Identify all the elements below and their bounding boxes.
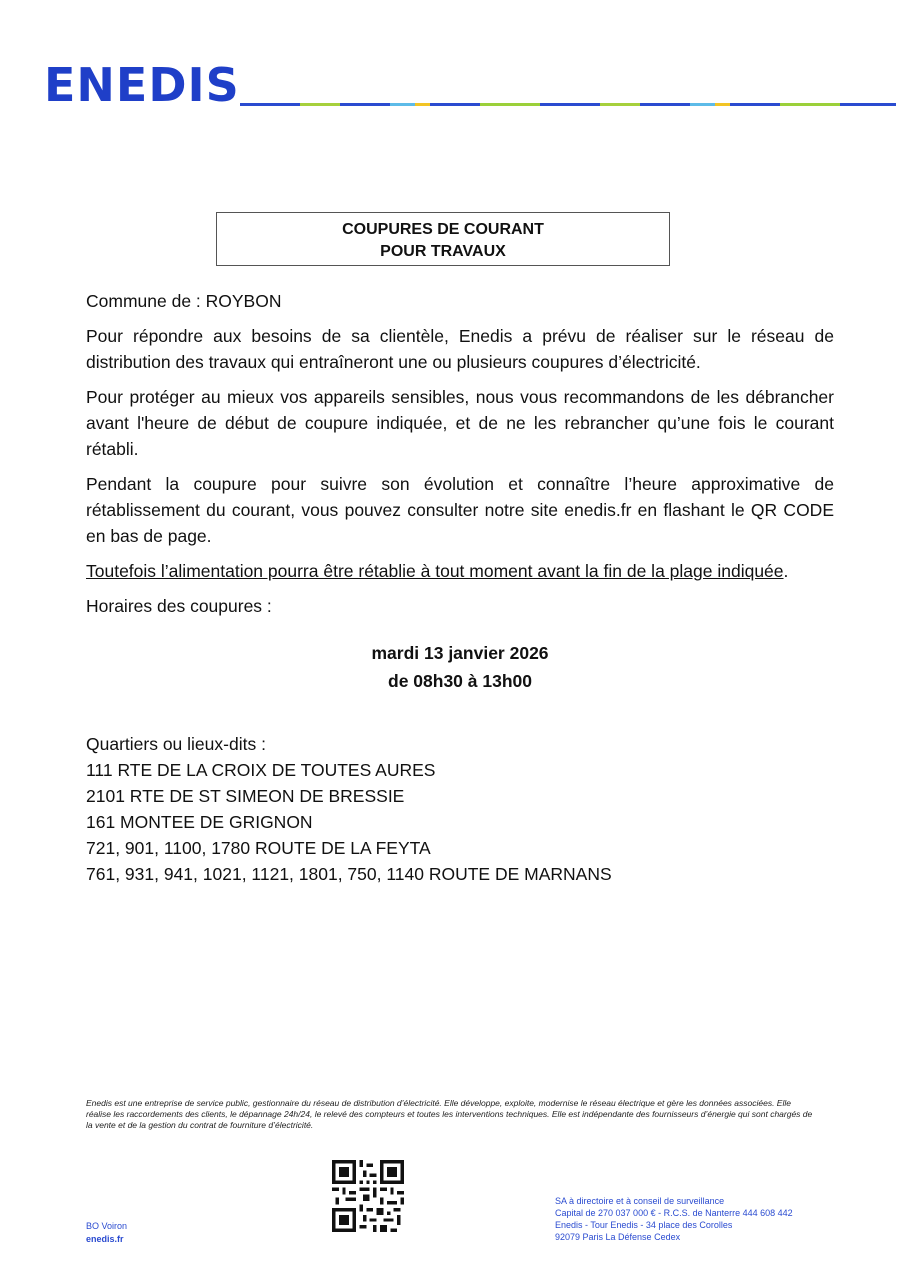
legal-line: Enedis - Tour Enedis - 34 place des Corolles — [555, 1220, 733, 1230]
qr-code-icon[interactable] — [332, 1160, 404, 1232]
enedis-logo: ENEDIS — [44, 58, 240, 112]
title-box — [216, 212, 670, 266]
legal-line: Capital de 270 037 000 € - R.C.S. de Nanterre 444 608 442 — [555, 1208, 793, 1218]
title-line-2: POUR TRAVAUX — [380, 243, 506, 260]
paragraph-intro: Pour répondre aux besoins de sa clientèle, Enedis a prévu de réaliser sur le réseau de distribution des travaux qui entraîneront une ou plusieurs coupures d’électricité. — [86, 326, 834, 372]
restoration-period: . — [783, 561, 789, 581]
place-item: 2101 RTE DE ST SIMEON DE BRESSIE — [86, 786, 405, 806]
legal-line: 92079 Paris La Défense Cedex — [555, 1232, 681, 1242]
website-link[interactable]: enedis.fr — [86, 1234, 124, 1244]
place-item: 761, 931, 941, 1021, 1121, 1801, 750, 1140 ROUTE DE MARNANS — [86, 864, 612, 884]
place-item: 161 MONTEE DE GRIGNON — [86, 812, 313, 832]
commune-line: Commune de : ROYBON — [86, 291, 282, 311]
title-line-1: COUPURES DE COURANT — [342, 221, 544, 238]
office-name: BO Voiron — [86, 1221, 128, 1231]
paragraph-tracking: Pendant la coupure pour suivre son évolution et connaître l’heure approximative de rétablissement du courant, vous pouvez consulter notre site enedis.fr en flashant le QR CODE en bas de page. — [86, 474, 834, 546]
place-item: 721, 901, 1100, 1780 ROUTE DE LA FEYTA — [86, 838, 431, 858]
notice-content — [86, 288, 834, 887]
places-label: Quartiers ou lieux-dits : — [86, 734, 266, 754]
schedule — [86, 639, 834, 695]
legal-line: SA à directoire et à conseil de surveillance — [555, 1196, 725, 1206]
schedule-date: mardi 13 janvier 2026 — [371, 643, 549, 663]
paragraph-restoration — [86, 558, 834, 584]
place-item: 111 RTE DE LA CROIX DE TOUTES AURES — [86, 760, 436, 780]
footer-legal — [555, 1195, 793, 1243]
horaires-label: Horaires des coupures : — [86, 596, 272, 616]
footer-left — [86, 1220, 127, 1246]
schedule-time: de 08h30 à 13h00 — [388, 671, 532, 691]
paragraph-protection: Pour protéger au mieux vos appareils sensibles, nous vous recommandons de les débrancher avant l'heure de début de coupure indiquée, et de ne les rebrancher qu’une fois le courant rétabli. — [86, 387, 834, 459]
restoration-warning: Toutefois l’alimentation pourra être rétablie à tout moment avant la fin de la plage indiquée — [86, 561, 784, 581]
places-list — [86, 731, 834, 887]
brand-divider — [240, 103, 896, 106]
footer-disclaimer: Enedis est une entreprise de service public, gestionnaire du réseau de distribution d’électricité. Elle développe, exploite, modernise le réseau électrique et gère les données associées. Elle réalise les raccordements des clients, le dépannage 24h/24, le relevé des compteurs et toutes les interventions techniques. Elle est indépendante des fournisseurs d’énergie qui sont chargés de la vente et de la gestion du contrat de fourniture d’électricité. — [86, 1098, 813, 1130]
